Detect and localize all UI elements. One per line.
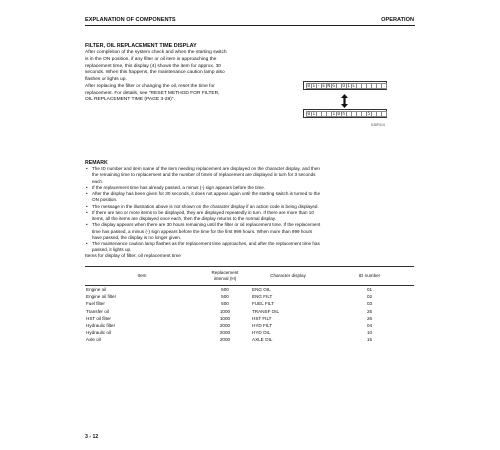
page-number: 3 - 12: [85, 434, 99, 440]
remark-line: have passed, the display is no longer given.: [92, 234, 182, 240]
remark-line: • The maintenance caution lamp flashes as the replacement time approaches, and after the replacement time has: [92, 241, 320, 246]
display-cell: 1: [312, 84, 316, 89]
remark-bullet: [85, 222, 415, 241]
display-cell: [381, 111, 387, 117]
paragraph-line: replacement. For details, see "RESET METHOD FOR FILTER,: [85, 90, 220, 96]
page-header-chapter: OPERATION: [381, 17, 414, 23]
remark-line: • If the replacement time has already passed, a minus (-) sign appears before the time.: [92, 184, 266, 190]
display-cell: L: [352, 84, 356, 89]
display-cell: [381, 83, 387, 89]
table-row: [85, 329, 414, 336]
section-paragraph: [85, 50, 298, 104]
remark-line: items, all the items are displayed once each, then the display returns to the normal display.: [92, 216, 277, 221]
table-cell: AXLE OIL: [252, 337, 273, 343]
table-cell: Hydraulic filter: [86, 323, 116, 329]
table-row: [85, 308, 414, 315]
table-cell: 500: [221, 287, 229, 292]
display-cell: 1: [312, 112, 316, 117]
table-cell: ENG OIL: [252, 287, 271, 292]
table-cell: 02: [366, 294, 373, 300]
table-cell: 26: [366, 315, 373, 321]
table-row: [85, 336, 414, 343]
remark-line: time has passed, a minus (-) sign appears before the time for the first 999 hours. When more than 999 hours: [92, 228, 313, 234]
table-cell: ENG FILT: [252, 294, 273, 300]
character-display-bottom: [303, 109, 387, 118]
paragraph-line: seconds. When this happens, the maintenance caution lamp also: [85, 70, 225, 76]
table-header-cell: Character display: [251, 267, 325, 286]
table-header-row: [85, 267, 414, 286]
display-cell: E: [322, 84, 326, 89]
table-cell: 2000: [219, 330, 231, 336]
display-cell: 1: [332, 112, 336, 117]
table-cell: 2000: [219, 323, 231, 329]
table-cell: 04: [366, 323, 373, 329]
items-table: [85, 266, 414, 344]
remark-line: • After the display has been given for 30 seconds, it does not appear again until the starting switch is turned to the: [92, 191, 321, 196]
display-cell: G: [332, 84, 336, 89]
table-cell: 10: [366, 330, 373, 336]
table-cell: Fuel filter: [86, 301, 105, 307]
display-cell: h: [342, 112, 346, 117]
table-cell: FUEL FILT: [252, 301, 274, 307]
table-row: [85, 322, 414, 329]
table-cell: Transfer oil: [86, 308, 109, 314]
display-cell: O: [342, 84, 346, 89]
double-arrow-icon: [341, 94, 348, 108]
table-cell: HYD FILT: [252, 323, 273, 329]
remark-line: • The ID number and item name of the item needing replacement are displayed on the character display, and then: [92, 166, 320, 171]
remark-title: REMARK: [85, 160, 108, 166]
table-cell: Engine oil: [86, 287, 107, 292]
remark-line: each.: [92, 178, 104, 184]
page-header-section: EXPLANATION OF COMPONENTS: [85, 17, 176, 23]
paragraph-line: is in the ON position, if any filter or oil item is approaching the: [85, 56, 217, 62]
table-cell: 01: [366, 287, 373, 292]
character-display-top: [303, 81, 387, 90]
remark-bullet: [85, 191, 415, 204]
display-cell: 0: [307, 84, 311, 89]
paragraph-line: After replacing the filter or changing the oil, reset the time for: [85, 83, 215, 89]
table-header-cell: ID number: [325, 267, 414, 286]
paragraph-line: After completion of the system check and when the starting switch: [85, 50, 227, 55]
paragraph-line: flashes or lights up.: [85, 77, 127, 82]
figure-code: 9JDF014: [371, 123, 385, 127]
display-cell: 0: [307, 112, 311, 117]
remark-line: the remaining time to replacement and the number of times of replacement are displayed in turn for 3 seconds: [92, 172, 316, 178]
section-title: FILTER, OIL REPLACEMENT TIME DISPLAY: [85, 43, 197, 49]
table-cell: Hydraulic oil: [86, 330, 112, 336]
table-cell: TRANSF OIL: [252, 308, 280, 314]
remark-bullet: [85, 241, 415, 254]
table-cell: Engine oil filter: [86, 294, 117, 300]
table-cell: HYD OIL: [252, 330, 271, 336]
header-rule: [85, 25, 415, 26]
table-cell: 2000: [219, 337, 231, 343]
paragraph-line: OIL REPLACEMENT TIME (PAGE 3-28)".: [85, 97, 175, 103]
table-cell: 500: [221, 301, 229, 307]
remark-line: ON position.: [92, 197, 118, 203]
table-row: [85, 300, 414, 307]
table-cell: 1000: [219, 308, 231, 314]
table-cell: Axle oil: [86, 337, 101, 343]
display-cell: 0: [337, 112, 341, 117]
remark-list: [85, 166, 415, 254]
paragraph-line: replacement time, this display (4) shows the item for approx. 30: [85, 63, 221, 69]
remark-line: passed, it lights up.: [92, 247, 132, 253]
table-row: [85, 293, 414, 300]
table-cell: HST oil filter: [86, 315, 111, 321]
table-header-cell: Item: [85, 267, 199, 286]
remark-line: • The message in the illustration above is not shown on the character display if an action code is being displayed.: [92, 203, 319, 209]
display-cell: I: [347, 84, 351, 89]
remark-line: • The display appears when there are 30 hours remaining until the filter or oil replacement time. If the replacement: [92, 222, 321, 228]
table-cell: 03: [366, 301, 373, 307]
table-caption: Items for display of filter, oil replacement time: [85, 254, 181, 259]
table-cell: 15: [366, 337, 373, 343]
table-header-cell: Replacement interval (H): [199, 267, 251, 286]
display-cell: 5: [367, 112, 371, 117]
remark-line: • If there are two or more items to be displayed, they are displayed repeatedly in turn. If there are more than 10: [92, 209, 314, 215]
table-cell: 25: [366, 308, 373, 314]
display-cell: N: [327, 84, 331, 89]
table-cell: 1000: [219, 315, 231, 321]
display-cell: -: [317, 84, 321, 89]
remark-bullet: [85, 166, 415, 185]
remark-bullet: [85, 210, 415, 223]
table-cell: 500: [221, 294, 229, 300]
table-cell: HST FILT: [252, 315, 272, 321]
table-row: [85, 315, 414, 322]
table-row: [85, 286, 414, 294]
